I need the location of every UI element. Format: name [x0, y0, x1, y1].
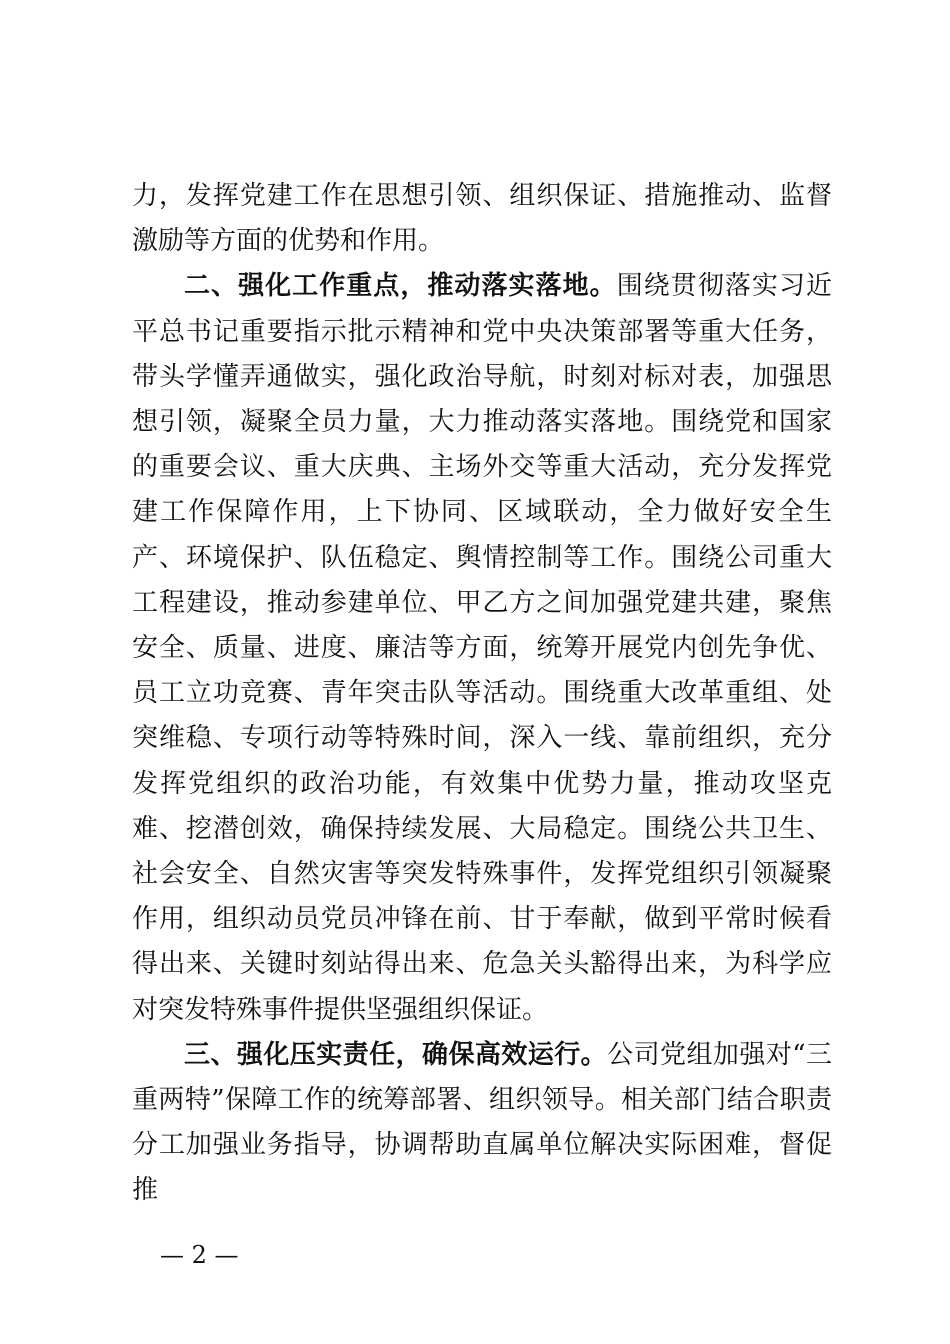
paragraph-continuation	[132, 174, 832, 264]
paragraph-section-two	[132, 264, 832, 1032]
section-two-heading: 二、强化工作重点，推动落实落地。	[184, 271, 617, 302]
section-two-text: 围绕贯彻落实习近平总书记重要指示批示精神和党中央决策部署等重大任务，带头学懂弄通做实，强化政治导航，时刻对标对表，加强思想引领，凝聚全员力量，大力推动落实落地。围绕党和国家的重要会议、重大庆典、主场外交等重大活动，充分发挥党建工作保障作用，上下协同、区域联动，全力做好安全生产、环境保护、队伍稳定、舆情控制等工作。围绕公司重大工程建设，推动参建单位、甲乙方之间加强党建共建，聚焦安全、质量、进度、廉洁等方面，统筹开展党内创先争优、员工立功竞赛、青年突击队等活动。围绕重大改革重组、处突维稳、专项行动等特殊时间，深入一线、靠前组织，充分发挥党组织的政治功能，有效集中优势力量，推动攻坚克难、挖潜创效，确保持续发展、大局稳定。围绕公共卫生、社会安全、自然灾害等突发特殊事件，发挥党组织引领凝聚作用，组织动员党员冲锋在前、甘于奉献，做到平常时候看得出来、关键时刻站得出来、危急关头豁得出来，为科学应对突发特殊事件提供坚强组织保证。	[132, 271, 832, 1025]
paragraph-section-three	[132, 1033, 832, 1214]
page-number: — 2 —	[160, 1241, 239, 1269]
paragraph-1-text: 力，发挥党建工作在思想引领、组织保证、措施推动、监督激励等方面的优势和作用。	[132, 181, 832, 257]
document-body	[132, 174, 832, 1214]
section-three-text: 公司党组加强对“三重两特”保障工作的统筹部署、组织领导。相关部门结合职责分工加强业务指导，协调帮助直属单位解决实际困难，督促推	[132, 1039, 832, 1206]
section-three-heading: 三、强化压实责任，确保高效运行。	[184, 1039, 608, 1070]
